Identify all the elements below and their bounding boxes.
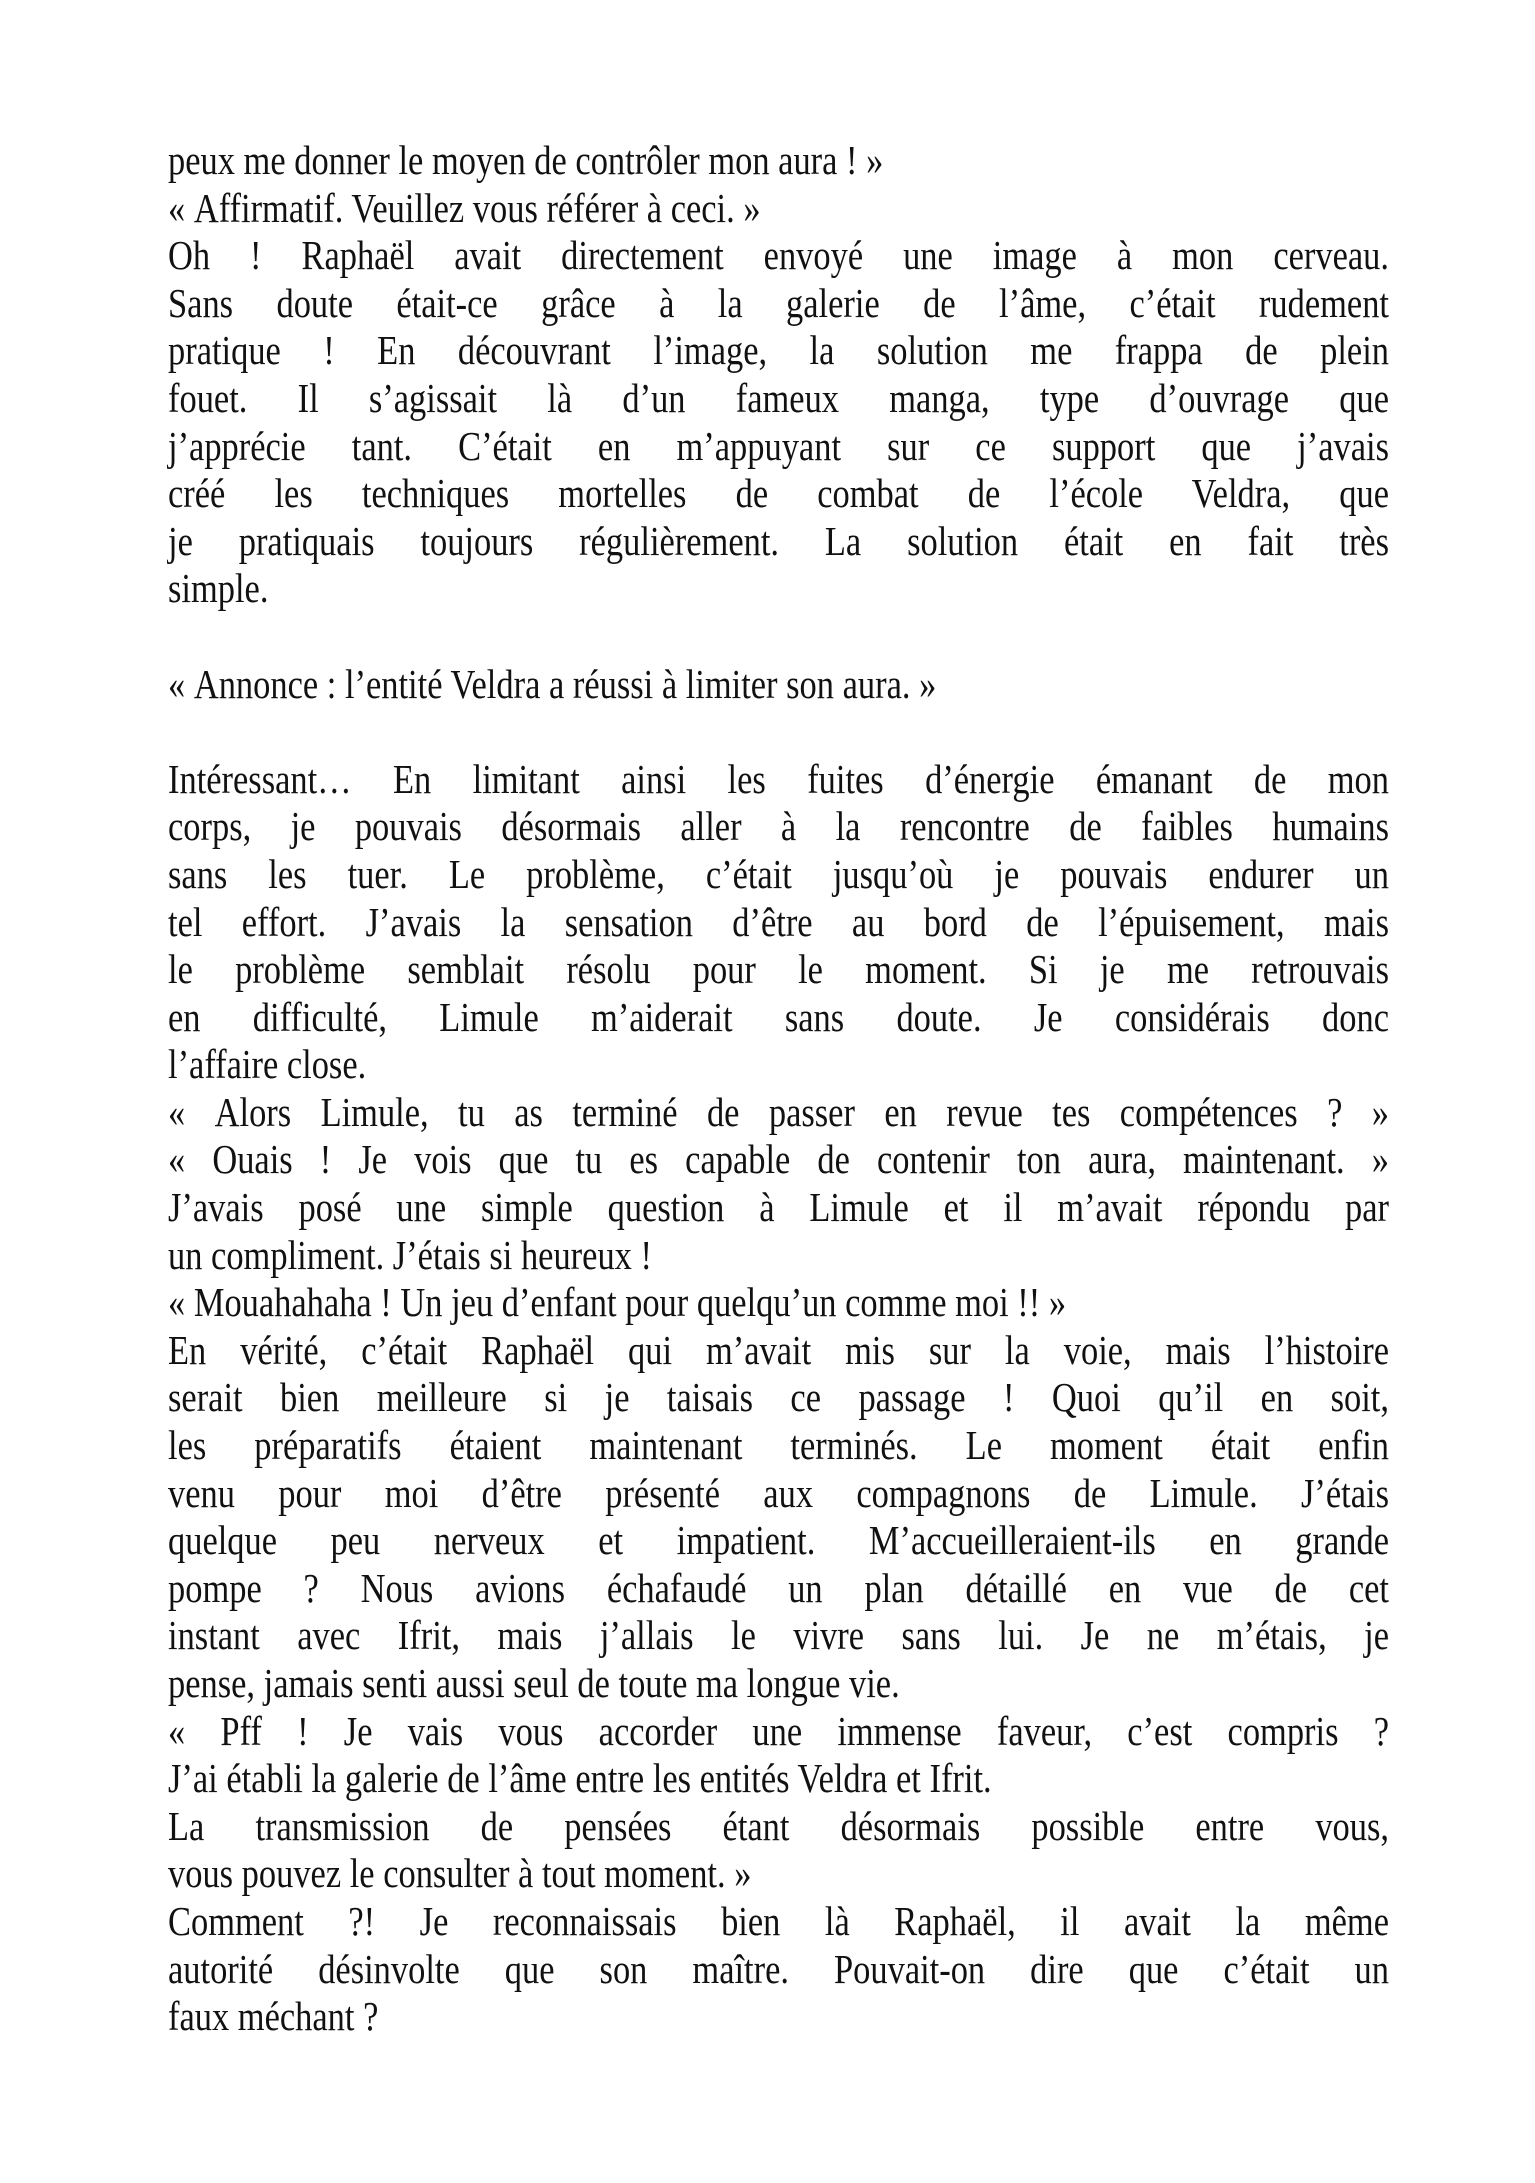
text-line xyxy=(168,137,1389,185)
text-line-content: « Ouais ! Je vois que tu es capable de contenir ton aura, maintenant. » xyxy=(168,1136,1389,1183)
text-line-content: pratique ! En découvrant l’image, la solution me frappa de plein xyxy=(168,327,1389,374)
text-line xyxy=(168,661,1389,709)
text-line-content: l’affaire close. xyxy=(168,1041,367,1088)
text-line-content: pompe ? Nous avions échafaudé un plan détaillé en vue de cet xyxy=(168,1564,1389,1611)
text-line xyxy=(168,756,1389,804)
text-line xyxy=(168,1708,1389,1756)
text-line xyxy=(168,327,1389,375)
text-line-content: serait bien meilleure si je taisais ce passage ! Quoi qu’il en soit, xyxy=(168,1374,1389,1421)
blank-line xyxy=(168,708,1389,756)
text-line-content: « Alors Limule, tu as terminé de passer en revue tes compétences ? » xyxy=(168,1088,1389,1135)
blank-line xyxy=(168,613,1389,661)
text-line xyxy=(168,1612,1389,1660)
text-line-content: créé les techniques mortelles de combat de l’école Veldra, que xyxy=(168,470,1389,517)
text-line xyxy=(168,185,1389,233)
text-line xyxy=(168,1993,1389,2041)
text-line-content: pense, jamais senti aussi seul de toute ma longue vie. xyxy=(168,1660,900,1706)
text-line xyxy=(168,1089,1389,1137)
text-line xyxy=(168,946,1389,994)
text-line-content: « Annonce : l’entité Veldra a réussi à limiter son aura. » xyxy=(168,660,937,707)
text-line xyxy=(168,1136,1389,1184)
text-line xyxy=(168,899,1389,947)
body-text xyxy=(168,137,1389,2041)
text-line-content: un compliment. J’étais si heureux ! xyxy=(168,1231,652,1278)
text-line xyxy=(168,1374,1389,1422)
text-line xyxy=(168,565,1389,613)
text-line xyxy=(168,803,1389,851)
text-line-content: corps, je pouvais désormais aller à la rencontre de faibles humains xyxy=(168,803,1389,850)
text-line xyxy=(168,423,1389,471)
text-line-content: « Mouahahaha ! Un jeu d’enfant pour quelqu’un comme moi !! » xyxy=(168,1279,1067,1326)
text-line xyxy=(168,470,1389,518)
text-line-content: sans les tuer. Le problème, c’était jusqu’où je pouvais endurer un xyxy=(168,850,1389,897)
text-line-content: Intéressant… En limitant ainsi les fuites d’énergie émanant de mon xyxy=(168,755,1389,802)
text-line-content: « Pff ! Je vais vous accorder une immense faveur, c’est compris ? xyxy=(168,1707,1389,1754)
text-line xyxy=(168,994,1389,1042)
text-line xyxy=(168,1279,1389,1327)
text-line-content: les préparatifs étaient maintenant terminés. Le moment était enfin xyxy=(168,1422,1389,1469)
text-line-content: En vérité, c’était Raphaël qui m’avait mis sur la voie, mais l’histoire xyxy=(168,1326,1389,1373)
text-line-content: autorité désinvolte que son maître. Pouvait-on dire que c’était un xyxy=(168,1945,1389,1992)
text-line xyxy=(168,1660,1389,1708)
text-line xyxy=(168,1232,1389,1280)
text-line-content: peux me donner le moyen de contrôler mon aura ! » xyxy=(168,137,884,183)
text-line-content: vous pouvez le consulter à tout moment. » xyxy=(168,1850,752,1897)
text-line-content: en difficulté, Limule m’aiderait sans doute. Je considérais donc xyxy=(168,993,1389,1040)
text-line-content: « Affirmatif. Veuillez vous référer à ceci. » xyxy=(168,184,761,231)
text-line-content: quelque peu nerveux et impatient. M’accueilleraient-ils en grande xyxy=(168,1517,1389,1564)
text-line xyxy=(168,851,1389,899)
text-line-content: venu pour moi d’être présenté aux compagnons de Limule. J’étais xyxy=(168,1469,1389,1516)
text-line xyxy=(168,1470,1389,1518)
text-line-content: je pratiquais toujours régulièrement. La solution était en fait très xyxy=(168,517,1389,564)
text-line xyxy=(168,1946,1389,1994)
text-line xyxy=(168,1327,1389,1375)
text-line-content: simple. xyxy=(168,565,269,612)
text-line-content: J’ai établi la galerie de l’âme entre les entités Veldra et Ifrit. xyxy=(168,1755,992,1802)
text-line-content: J’avais posé une simple question à Limule et il m’avait répondu par xyxy=(168,1184,1389,1231)
text-line-content: faux méchant ? xyxy=(168,1993,379,2040)
text-line-content: instant avec Ifrit, mais j’allais le vivre sans lui. Je ne m’étais, je xyxy=(168,1612,1389,1659)
text-line-content: j’apprécie tant. C’était en m’appuyant sur ce support que j’avais xyxy=(168,422,1389,469)
text-line-content: Sans doute était-ce grâce à la galerie de l’âme, c’était rudement xyxy=(168,279,1389,326)
text-line xyxy=(168,1041,1389,1089)
text-line xyxy=(168,1755,1389,1803)
text-line xyxy=(168,1565,1389,1613)
text-line xyxy=(168,375,1389,423)
text-line xyxy=(168,1184,1389,1232)
text-line xyxy=(168,280,1389,328)
text-line xyxy=(168,1898,1389,1946)
text-line xyxy=(168,1850,1389,1898)
text-line xyxy=(168,518,1389,566)
text-line xyxy=(168,232,1389,280)
text-line xyxy=(168,1803,1389,1851)
text-line-content: tel effort. J’avais la sensation d’être au bord de l’épuisement, mais xyxy=(168,898,1389,945)
text-line-content: Oh ! Raphaël avait directement envoyé une image à mon cerveau. xyxy=(168,232,1389,279)
text-line xyxy=(168,1422,1389,1470)
text-line xyxy=(168,1517,1389,1565)
text-line-content: Comment ?! Je reconnaissais bien là Raphaël, il avait la même xyxy=(168,1897,1389,1944)
text-line-content: fouet. Il s’agissait là d’un fameux manga, type d’ouvrage que xyxy=(168,374,1389,421)
text-line-content: La transmission de pensées étant désormais possible entre vous, xyxy=(168,1802,1389,1849)
text-line-content: le problème semblait résolu pour le moment. Si je me retrouvais xyxy=(168,946,1389,993)
